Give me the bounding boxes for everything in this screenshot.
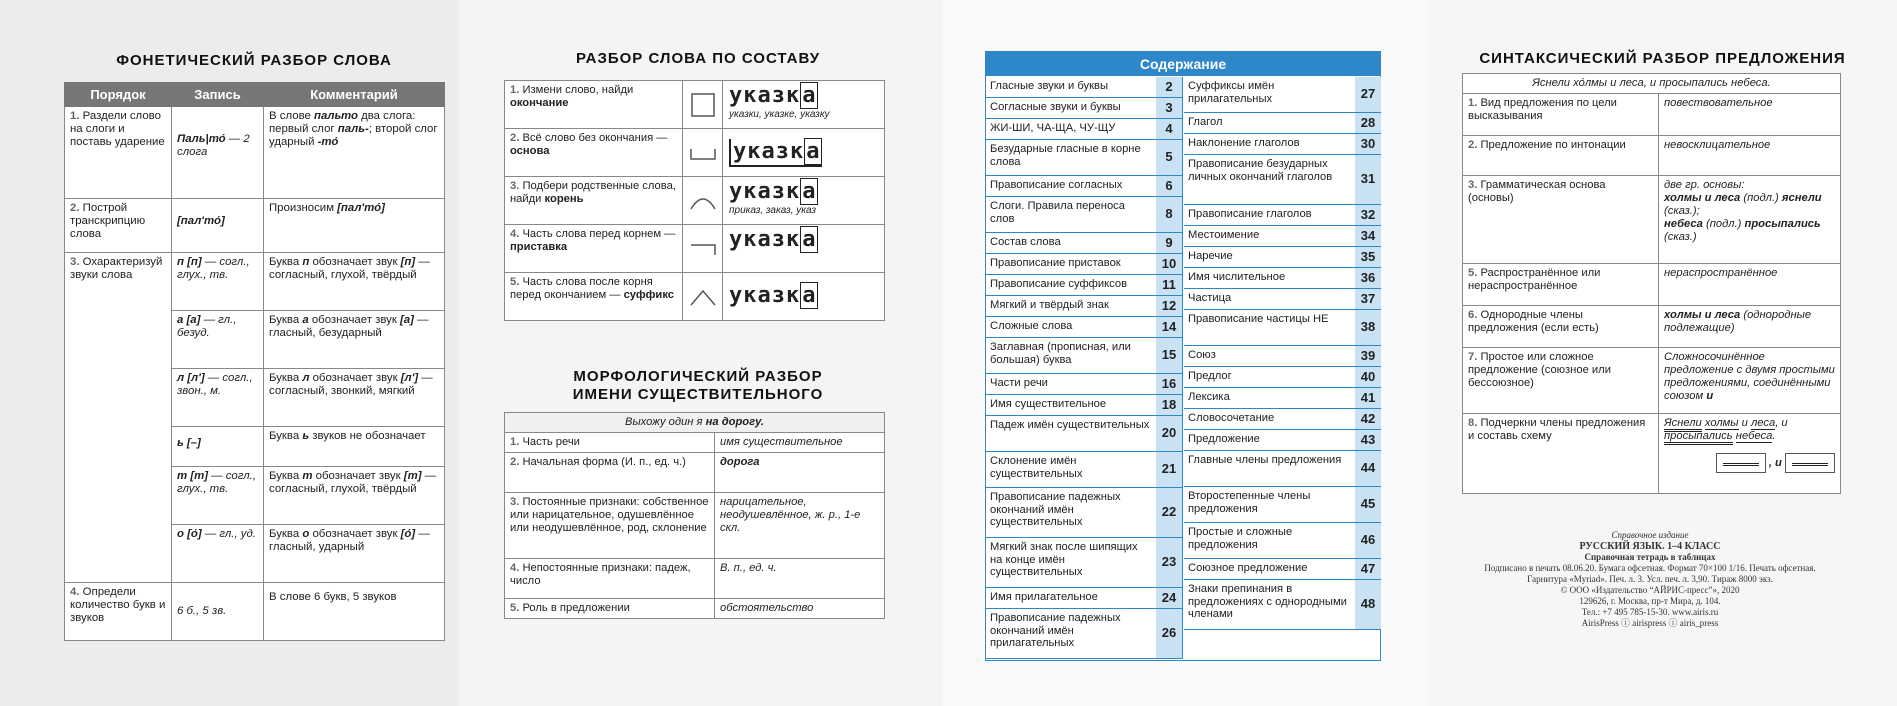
toc-entry-page: 43 [1355,430,1381,450]
root-symbol-icon [688,189,717,213]
toc-entry [1184,310,1381,346]
toc-entry [986,416,1182,452]
toc-entry [1184,155,1381,205]
answer-cell: Сложносочинённое предложение с двумя простыми предложениями, соединёнными союзом и [1659,348,1841,414]
toc-entry-title: Правописание частицы НЕ [1188,313,1329,325]
comment-cell: Буква п обозначает звук [п] — согласный, глухой, твёрдый [264,253,445,311]
comment-cell: Произносим [пал'то́] [264,199,445,253]
answer-cell: нарицательное, неодушевлённое, ж. р., 1-е скл. [715,493,885,559]
answer-cell: обстоятельство [715,599,885,619]
step-cell: 2. Построй транскрипцию слова [65,199,172,253]
toc-entry-page: 12 [1156,296,1182,316]
answer-cell: имя существительное [715,433,885,453]
toc-entry-title: Лексика [1188,391,1230,403]
toc-entry-page: 20 [1156,416,1182,451]
toc-entry [1184,226,1381,247]
toc-entry [986,119,1182,140]
toc-entry-title: Правописание глаголов [1188,208,1312,220]
answer-cell: В. п., ед. ч. [715,559,885,599]
toc-entry-page: 42 [1355,409,1381,429]
imprint-line: Тел.: +7 495 785-15-30. www.airis.ru [1581,607,1719,617]
toc-entry [986,176,1182,197]
toc-entry-title: Имя числительное [1188,271,1286,283]
imprint-line: РУССКИЙ ЯЗЫК. 1–4 КЛАСС [1579,541,1721,552]
toc-entry [986,488,1182,538]
toc-entry [986,538,1182,588]
toc-entry-title: Заглавная (прописная, или большая) буква [990,341,1131,366]
question-cell: 2. Предложение по интонации [1463,136,1659,176]
toc-entry-title: Частица [1188,292,1232,304]
toc-entry-title: Правописание приставок [990,257,1121,269]
toc-entry-title: Падеж имён существительных [990,419,1150,431]
toc-entry-page: 37 [1355,289,1381,309]
toc-entry-page: 27 [1355,77,1381,112]
imprint [1440,530,1860,629]
example-sentence: Яснели хо́лмы и леса, и просыпались небеса. [1463,74,1841,94]
word-example: указка [729,83,817,108]
toc-entry [986,395,1182,416]
step-cell: 3. Охарактеризуй звуки слова [65,253,172,583]
question-cell: 1. Часть речи [505,433,715,453]
toc-entry-page: 2 [1156,77,1182,97]
toc-entry [1184,430,1381,451]
toc-entry-title: Местоимение [1188,229,1260,241]
toc-entry [1184,523,1381,559]
toc-entry-page: 45 [1355,487,1381,522]
toc-entry [1184,451,1381,487]
record-cell: л [л'] — согл., звон., м. [172,369,264,427]
record-cell: о [о́] — гл., уд. [172,525,264,583]
section-title: ИМЕНИ СУЩЕСТВИТЕЛЬНОГО [572,386,824,403]
toc-entry-page: 34 [1355,226,1381,246]
page-title: ФОНЕТИЧЕСКИЙ РАЗБОР СЛОВА [116,52,392,69]
toc-entry [1184,205,1381,226]
toc-entry-page: 9 [1156,233,1182,253]
scheme-box [1716,453,1766,473]
underlined-sentence: Яснели холмы и леса, и просыпались небеса. [1664,417,1835,443]
suffix-symbol-icon [688,285,717,309]
toc-entry-page: 21 [1156,452,1182,487]
toc-entry-page: 35 [1355,247,1381,267]
toc-entry-page: 4 [1156,119,1182,139]
answer-cell: холмы и леса (однородные подлежащие) [1659,306,1841,348]
toc-entry-page: 39 [1355,346,1381,366]
toc-entry-title: Правописание согласных [990,179,1123,191]
section-title: МОРФОЛОГИЧЕСКИЙ РАЗБОР [573,368,823,385]
contents-column-right [1184,77,1381,630]
col-header: Порядок [65,83,172,107]
toc-entry-title: Наклонение глаголов [1188,137,1300,149]
word-example: указка [729,283,817,308]
morpheme-table [504,80,885,321]
toc-entry-title: Имя прилагательное [990,591,1098,603]
toc-entry-title: Глагол [1188,116,1223,128]
record-cell: а [а] — гл., безуд. [172,311,264,369]
comment-cell: Буква л обозначает звук [л'] — согласный, звонкий, мягкий [264,369,445,427]
toc-entry [1184,367,1381,388]
stem-symbol-icon [688,141,717,165]
toc-entry-title: Второстепенные члены предложения [1188,490,1311,515]
symbol-cell [683,81,723,129]
question-cell: 5. Роль в предложении [505,599,715,619]
answer-cell: повествовательное [1659,94,1841,136]
toc-entry-page: 14 [1156,317,1182,337]
word-forms: приказ, заказ, указ [729,205,816,216]
toc-entry-page: 46 [1355,523,1381,558]
toc-entry-title: Предложение [1188,433,1260,445]
symbol-cell [683,225,723,273]
toc-entry-title: ЖИ-ШИ, ЧА-ЩА, ЧУ-ЩУ [990,122,1116,134]
question-cell: 3. Постоянные признаки: собственное или нарицательное, одушевлённое или неодушевлённое, род, склонение [505,493,715,559]
toc-entry-title: Знаки препинания в предложениях с однородными членами [1188,583,1347,620]
scheme-box [1785,453,1835,473]
col-header: Запись [172,83,264,107]
imprint-line: Справочное издание [1611,530,1689,540]
instruction-cell: 4. Часть слова перед корнем — приставка [505,225,683,273]
instruction-cell: 1. Измени слово, найди окончание [505,81,683,129]
toc-entry [1184,346,1381,367]
ending-symbol-icon [690,92,716,118]
toc-entry [986,374,1182,395]
symbol-cell [683,177,723,225]
toc-entry-title: Наречие [1188,250,1233,262]
instruction-cell: 2. Всё слово без окончания — основа [505,129,683,177]
record-cell: т [т] — согл., глух., тв. [172,467,264,525]
word-cell [723,273,885,321]
imprint-line: Подписано в печать 08.06.20. Бумага офсетная. Формат 70×100 1/16. Печать офсетная. [1484,563,1816,573]
toc-entry-page: 11 [1156,275,1182,295]
question-cell: 2. Начальная форма (И. п., ед. ч.) [505,453,715,493]
toc-entry-title: Союзное предложение [1188,562,1308,574]
toc-entry-page: 8 [1156,197,1182,232]
toc-entry-title: Мягкий и твёрдый знак [990,299,1109,311]
toc-entry-title: Безударные гласные в корне слова [990,143,1141,168]
toc-entry [986,338,1182,374]
toc-entry-page: 3 [1156,98,1182,118]
toc-entry-page: 5 [1156,140,1182,175]
toc-entry-page: 31 [1355,155,1381,204]
instruction-cell: 5. Часть слова после корня перед окончанием — суффикс [505,273,683,321]
toc-entry-page: 10 [1156,254,1182,274]
toc-entry-title: Правописание падежных окончаний имён прилагательных [990,612,1121,649]
toc-entry [1184,113,1381,134]
question-cell: 4. Непостоянные признаки: падеж, число [505,559,715,599]
imprint-line: Справочная тетрадь в таблицах [1584,552,1716,562]
toc-entry [1184,559,1381,580]
toc-entry-title: Склонение имён существительных [990,455,1083,480]
toc-entry-page: 44 [1355,451,1381,486]
toc-entry [1184,409,1381,430]
toc-entry-page: 22 [1156,488,1182,537]
toc-entry-page: 6 [1156,176,1182,196]
answer-cell: дорога [715,453,885,493]
table-of-contents [985,51,1381,661]
toc-entry-title: Предлог [1188,370,1232,382]
toc-entry [1184,289,1381,310]
toc-entry [986,317,1182,338]
toc-entry [1184,268,1381,289]
page-title: РАЗБОР СЛОВА ПО СОСТАВУ [575,50,821,67]
toc-entry [1184,388,1381,409]
toc-entry-page: 36 [1355,268,1381,288]
word-forms: указки, указке, указку [729,109,830,120]
phonetic-table [64,82,445,641]
answer-cell: нераспространённое [1659,264,1841,306]
toc-entry [1184,487,1381,523]
toc-entry [1184,247,1381,268]
question-cell: 6. Однородные члены предложения (если есть) [1463,306,1659,348]
toc-entry-title: Слоги. Правила переноса слов [990,200,1125,225]
toc-entry-page: 48 [1355,580,1381,629]
col-header: Комментарий [264,83,445,107]
word-cell [723,225,885,273]
answer-cell: невосклицательное [1659,136,1841,176]
toc-entry-title: Словосочетание [1188,412,1275,424]
toc-entry [986,98,1182,119]
symbol-cell [683,273,723,321]
toc-entry-title: Главные члены предложения [1188,454,1342,466]
comment-cell: Буква т обозначает звук [т] — согласный, глухой, твёрдый [264,467,445,525]
imprint-line: 129626, г. Москва, пр-т Мира, д. 104. [1579,596,1721,606]
question-cell: 5. Распространённое или нераспространённое [1463,264,1659,306]
record-cell: п [п] — согл., глух., тв. [172,253,264,311]
toc-entry-title: Состав слова [990,236,1061,248]
toc-entry-page: 23 [1156,538,1182,587]
toc-entry [986,296,1182,317]
toc-entry-page: 26 [1156,609,1182,658]
toc-entry-page: 15 [1156,338,1182,373]
record-cell: ь [–] [172,427,264,467]
question-cell: 3. Грамматическая основа (основы) [1463,176,1659,264]
toc-entry [1184,580,1381,630]
imprint-line: AirisPress ⓘ airispress ⓘ airis_press [1581,618,1719,628]
comment-cell: Буква о обозначает звук [о́] — гласный, ударный [264,525,445,583]
page-title: СИНТАКСИЧЕСКИЙ РАЗБОР ПРЕДЛОЖЕНИЯ [1479,50,1846,67]
sentence-scheme: , и [1664,453,1835,473]
toc-entry-title: Союз [1188,349,1216,361]
answer-cell [1659,414,1841,494]
toc-entry-title: Гласные звуки и буквы [990,80,1108,92]
word-example: указка [729,227,817,252]
toc-entry [986,254,1182,275]
question-cell: 7. Простое или сложное предложение (союзное или бессоюзное) [1463,348,1659,414]
toc-entry-page: 38 [1355,310,1381,345]
imprint-line: © ООО «Издательство “АЙРИС-пресс”», 2020 [1560,585,1740,595]
toc-entry-title: Мягкий знак после шипящих на конце имён существительных [990,541,1138,578]
example-sentence: Выхожу один я на дорогу. [505,413,885,433]
toc-entry-title: Суффиксы имён прилагательных [1188,80,1275,105]
record-cell: Паль|то́ — 2 слога [172,107,264,199]
question-cell: 8. Подчеркни члены предложения и составь схему [1463,414,1659,494]
toc-entry-title: Простые и сложные предложения [1188,526,1293,551]
toc-entry-page: 28 [1355,113,1381,133]
contents-title: Содержание [986,52,1380,76]
word-example: указка [729,139,822,167]
record-cell: 6 б., 5 зв. [172,583,264,641]
toc-entry-page: 41 [1355,388,1381,408]
contents-column-left [986,77,1183,659]
syntax-table [1462,73,1841,494]
toc-entry [986,140,1182,176]
toc-entry [986,588,1182,609]
toc-entry [986,77,1182,98]
toc-entry-page: 47 [1355,559,1381,579]
step-cell: 1. Раздели слово на слоги и поставь ударение [65,107,172,199]
toc-entry-title: Имя существительное [990,398,1107,410]
word-example: указка [729,179,817,204]
toc-entry [1184,134,1381,155]
instruction-cell: 3. Подбери родственные слова, найди корень [505,177,683,225]
toc-entry-page: 24 [1156,588,1182,608]
toc-entry-page: 16 [1156,374,1182,394]
toc-entry-page: 18 [1156,395,1182,415]
morphology-table [504,412,885,619]
comment-cell: В слове 6 букв, 5 звуков [264,583,445,641]
comment-cell: Буква а обозначает звук [а] — гласный, безударный [264,311,445,369]
comment-cell: В слове пальто два слога: первый слог паль-; второй слог ударный -то́ [264,107,445,199]
word-cell [723,129,885,177]
toc-entry [986,609,1182,659]
answer-cell: две гр. основы: холмы и леса (подл.) яснели (сказ.); небеса (подл.) просыпались (сказ.) [1659,176,1841,264]
toc-entry-title: Правописание падежных окончаний имён существительных [990,491,1121,528]
word-cell [723,177,885,225]
toc-entry-title: Правописание суффиксов [990,278,1128,290]
prefix-symbol-icon [688,239,717,259]
toc-entry [986,452,1182,488]
imprint-line: Гарнитура «Myriad». Печ. л. 3. Усл. печ. л. 3,90. Тираж 8000 экз. [1527,574,1773,584]
toc-entry [986,233,1182,254]
toc-entry-title: Сложные слова [990,320,1073,332]
record-cell: [пал'то́] [172,199,264,253]
toc-entry-page: 40 [1355,367,1381,387]
toc-entry-title: Согласные звуки и буквы [990,101,1121,113]
toc-entry-title: Части речи [990,377,1048,389]
comment-cell: Буква ь звуков не обозначает [264,427,445,467]
question-cell: 1. Вид предложения по цели высказывания [1463,94,1659,136]
toc-entry-page: 30 [1355,134,1381,154]
symbol-cell [683,129,723,177]
toc-entry [986,197,1182,233]
toc-entry-page: 32 [1355,205,1381,225]
step-cell: 4. Определи количество букв и звуков [65,583,172,641]
toc-entry-title: Правописание безударных личных окончаний глаголов [1188,158,1333,183]
word-cell [723,81,885,129]
toc-entry [986,275,1182,296]
toc-entry [1184,77,1381,113]
